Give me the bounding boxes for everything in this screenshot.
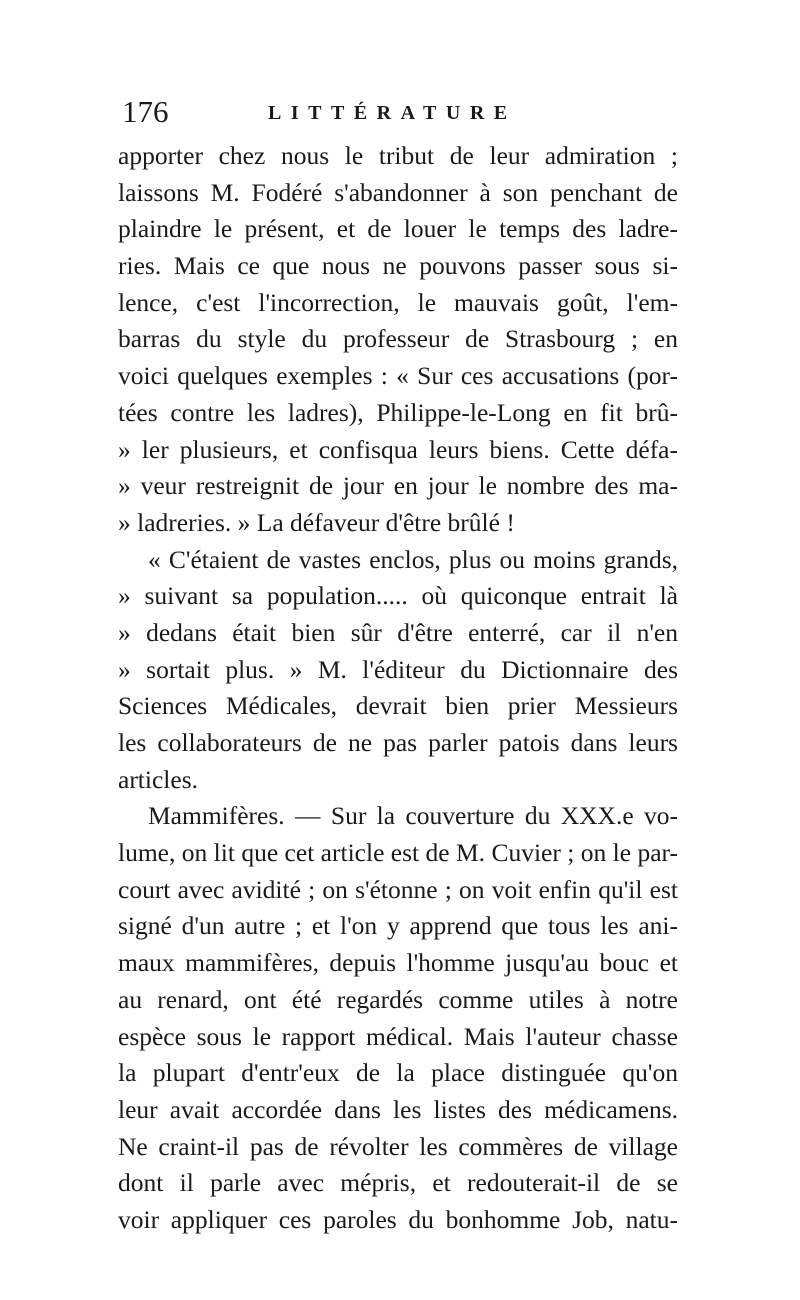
text-line: leur avait accordée dans les listes des médicamens.	[118, 1094, 678, 1124]
text-line: apporter chez nous le tribut de leur admiration ;	[118, 141, 678, 170]
text-line: Sciences Médicales, devrait bien prier Messieurs	[118, 691, 678, 721]
text-line: dont il parle avec mépris, et redouterait-il de se	[118, 1168, 678, 1198]
text-line: lence, c'est l'incorrection, le mauvais goût, l'em-	[118, 287, 678, 317]
text-line: « C'étaient de vastes enclos, plus ou moins grands,	[148, 544, 678, 574]
text-line: plaindre le présent, et de louer le temps des ladre-	[118, 214, 678, 244]
page-number: 176	[122, 94, 169, 129]
text-line: » sortait plus. » M. l'éditeur du Dictionnaire des	[118, 654, 678, 684]
body-text	[118, 138, 678, 1239]
text-line: ries. Mais ce que nous ne pouvons passer sous si-	[118, 251, 678, 281]
text-line: » ladreries. » La défaveur d'être brûlé !	[118, 507, 515, 537]
text-line: voir appliquer ces paroles du bonhomme Job, natu-	[118, 1204, 678, 1234]
text-line: la plupart d'entr'eux de la place distinguée qu'on	[118, 1058, 678, 1088]
text-line: au renard, ont été regardés comme utiles à notre	[118, 984, 678, 1014]
text-line: court avec avidité ; on s'étonne ; on voit enfin qu'il est	[118, 874, 678, 904]
text-line: » suivant sa population..... où quiconque entrait là	[118, 581, 678, 611]
text-line: lume, on lit que cet article est de M. Cuvier ; on le par-	[118, 838, 678, 868]
text-line: » veur restreignit de jour en jour le nombre des ma-	[118, 471, 678, 501]
text-line: les collaborateurs de ne pas parler patois dans leurs	[118, 728, 678, 757]
text-line: » dedans était bien sûr d'être enterré, car il n'en	[118, 617, 678, 647]
text-line: maux mammifères, depuis l'homme jusqu'au bouc et	[118, 948, 678, 978]
text-line: espèce sous le rapport médical. Mais l'auteur chasse	[118, 1021, 678, 1051]
text-line: » ler plusieurs, et confisqua leurs biens. Cette défa-	[118, 434, 678, 464]
text-line: voici quelques exemples : « Sur ces accusations (por-	[118, 361, 678, 391]
text-line: tées contre les ladres), Philippe-le-Long en fit brû-	[118, 397, 678, 427]
page-header	[116, 92, 676, 132]
text-line: signé d'un autre ; et l'on y apprend que tous les ani-	[118, 911, 678, 941]
text-line: barras du style du professeur de Strasbourg ; en	[118, 324, 678, 354]
text-line: laissons M. Fodéré s'abandonner à son penchant de	[118, 177, 678, 207]
running-head: LITTÉRATURE	[268, 102, 517, 124]
text-line: Ne craint-il pas de révolter les commères de village	[118, 1131, 678, 1161]
text-line: Mammifères. — Sur la couverture du XXX.e vo-	[148, 801, 678, 831]
text-line: articles.	[118, 764, 198, 794]
